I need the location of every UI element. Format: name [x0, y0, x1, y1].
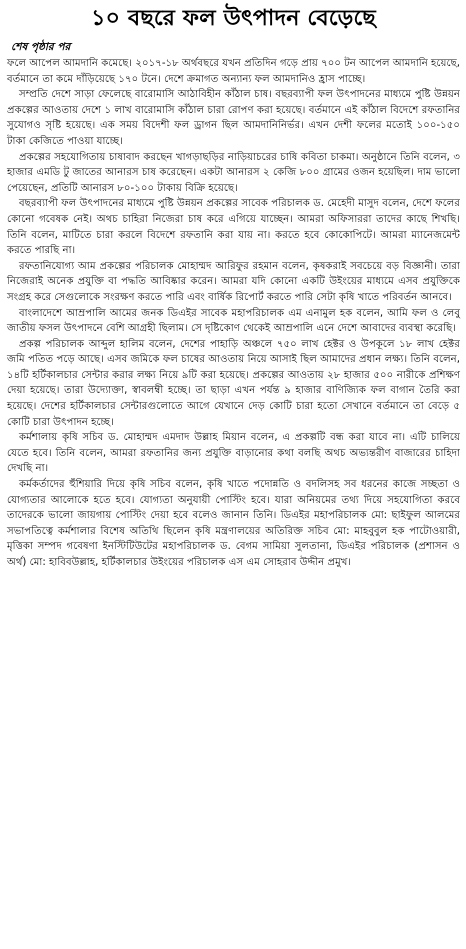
article-paragraph: প্রকল্পের সহযোগিতায় চাষাবাদ করছেন খাগড়াছড়ির নাড়িয়াচরের চাষি কবিতা চাকমা। অনুষ্ঠানে তিনি বলেন, ৩ হাজার এমডি টু জাতের আনারস চাষ করেছেন। একটা আনারস ২ কেজি ৮০০ গ্রামের ওজন হয়েছিল। দাম ভালো পেয়েছেন, প্রতিটি আনারস ৮০-১০০ টাকায় বিক্রি হয়েছে।: [7, 151, 460, 194]
article-body: [7, 56, 460, 571]
article-paragraph: কর্মকর্তাদের হুঁশিয়ারি দিয়ে কৃষি সচিব বলেন, কৃষি খাতে পদোন্নতি ও বদলিসহ সব ধরনের কাজে সচ্ছতা ও যোগ্যতার আলোকে হতে হবে। যোগ্যতা অনুযায়ী পোস্টিং হবে। যারা অনিয়মের তথ্য দিয়ে সহযোগিতা করবে তাদেরকে ভালো জায়গায় পোস্টিং দেয়া হবে বলেও জানান তিনি। ডিএইর মহাপরিচালক মো: ছাইফুল আলমের সভাপতিত্বে কর্মশালার বিশেষ অতিথি ছিলেন কৃষি মন্ত্রণালয়ের অতিরিক্ত সচিব মো: মাহবুবুল হক পাটোওয়ারী, মৃত্তিকা সম্পদ গবেষণা ইনস্টিটিউটের মহাপরিচালক ড. বেগম সামিয়া সুলতানা, ডিএইর পরিচালক (প্রশাসন ও অর্থ) মো: হাবিবউল্লাহ, হর্টিকালচার উইংয়ের পরিচালক এস এম সোহরাব উদ্দীন প্রমুখ।: [7, 479, 460, 568]
article-paragraph: বাংলাদেশে আম্রপালি আমের জনক ডিএইর সাবেক মহাপরিচালক এম এনামুল হক বলেন, আমি ফল ও লেবু জাতীয় ফসল উৎপাদনে বেশি আগ্রহী ছিলাম। সে দৃষ্টিকোণ থেকেই আম্রপালি এনে দেশে আবাদের ব্যবস্থা করেছি।: [7, 307, 460, 335]
article-headline: ১০ বছরে ফল উৎপাদন বেড়েছে: [91, 6, 376, 31]
article-paragraph: বছরব্যাপী ফল উৎপাদনের মাধ্যমে পুষ্টি উন্নয়ন প্রকল্পের সাবেক পরিচালক ড. মেহেদী মাসুদ বলেন, দেশে ফলের কোনো গবেষক নেই। অথচ চাহিরা নিজেরা চাষ করে এগিয়ে যাচ্ছেন। আমরা অফিসাররা তাদের কাছে শিখছি। তিনি বলেন, মাটিতে চারা করলে বিদেশে রফতানি করা যায় না। করতে হবে কোকোপিটে। আমরা ম্যানেজমেন্ট করতে পারছি না।: [7, 198, 460, 257]
article-paragraph: রফতানিযোগ্য আম প্রকল্পের পরিচালক মোহাম্মদ আরিফুর রহমান বলেন, কৃষকরাই সবচেয়ে বড় বিজ্ঞানী। তারা নিজেরাই অনেক প্রযুক্তি বা পদ্ধতি আবিষ্কার করেন। আমরা যদি কোনো একটি উইংয়ের মাধ্যমে এসব প্রযুক্তিকে সংগ্রহ করে সেগুলোকে সংরক্ষণ করতে পারি এবং বার্ষিক রিপোর্ট করতে পারি সেটা কৃষি খাতে পরিবর্তন আনবে।: [7, 260, 460, 303]
article-paragraph: ফলে আপেল আমদানি কমেছে। ২০১৭-১৮ অর্থবছরে যখন প্রতিদিন গড়ে প্রায় ৭০০ টন আপেল আমদানি হয়েছে, বর্তমানে তা কমে দাঁড়িয়েছে ১৭০ টনে। দেশে ক্রমাগত অন্যান্য ফল আমদানিও হ্রাস পাচ্ছে।: [7, 58, 460, 85]
article-paragraph: সম্প্রতি দেশে সাড়া ফেলেছে বারোমাসি আঠাবিহীন কাঁঠাল চাষ। বছরব্যাপী ফল উৎপাদনের মাধ্যমে পুষ্টি উন্নয়ন প্রকল্পের আওতায় দেশে ১ লাখ বারোমাসি কাঁঠাল চারা রোপণ করা হয়েছে। বর্তমানে এই কাঁঠাল বিদেশে রফতানির সুযোগও সৃষ্টি হয়েছে। এক সময় বিদেশী ফল ড্রাগন ছিল আমদানিনির্ভর। এখন দেশী ফলের মতোই ১০০-১৫০ টাকা কেজিতে পাওয়া যাচ্ছে।: [7, 89, 460, 147]
article-paragraph: কর্মশালায় কৃষি সচিব ড. মোহাম্মদ এমদাদ উল্লাহ মিয়ান বলেন, এ প্রকল্পটি বন্ধ করা যাবে না। এটি চালিয়ে যেতে হবে। তিনি বলেন, আমরা রফতানির জন্য প্রযুক্তি বাড়ানোর কথা বলছি অথচ অভ্যন্তরীণ বাজারের চাহিদা দেখছি না।: [7, 432, 460, 475]
continued-from-label: শেষ পৃষ্ঠার পর: [11, 41, 71, 53]
article-paragraph: প্রকল্প পরিচালক আব্দুল হালিম বলেন, দেশের পাহাড়ি অঞ্চলে ৭৫০ লাখ হেক্টর ও উপকূলে ১৮ লাখ হেক্টর জমি পতিত পড়ে আছে। এসব জমিকে ফল চাষের আওতায় নিয়ে আসাই ছিল আমাদের প্রধান লক্ষ্য। তিনি বলেন, ১৪টি হর্টিকালচার সেন্টার করার লক্ষ্য নিয়ে ৯টি করা হয়েছে। প্রকল্পের আওতায় ২৮ হাজার ৫০০ নারীকে প্রশিক্ষণ দেয়া হয়েছে। তারা উদ্যোক্তা, স্বাবলম্বী হচ্ছে। তা ছাড়া এখন পর্যন্ত ৯ হাজার বাণিজ্যিক ফল বাগান তৈরি করা হয়েছে। দেশের হর্টিকালচার সেন্টারগুলোতে আগে যেখানে দেড় কোটি চারা হতো সেখানে বর্তমানে তা বেড়ে ৫ কোটি চারা উৎপাদন হচ্ছে।: [7, 338, 460, 428]
